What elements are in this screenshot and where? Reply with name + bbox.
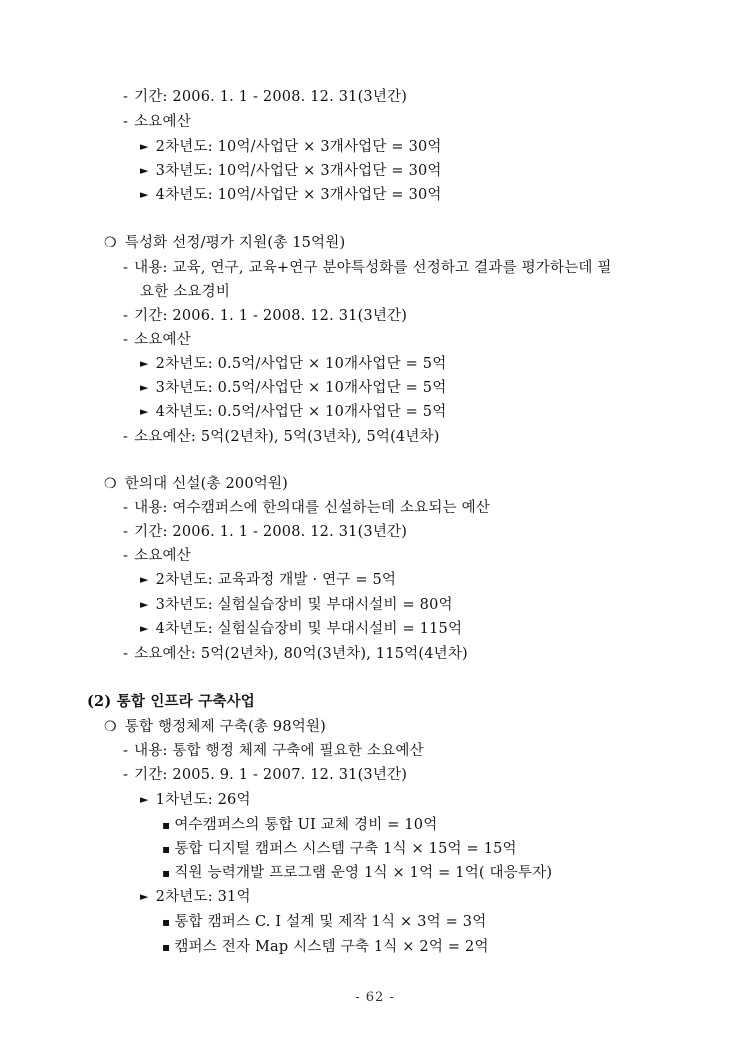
arrow-item [140,570,396,591]
square-bullet-icon: ▪ [162,866,171,880]
line-text: 기간: 2006. 1. 1 - 2008. 12. 31(3년간) [134,89,408,105]
arrow-item [140,185,442,206]
dash-marker: - [123,114,129,130]
section-item [104,717,326,737]
dash-item [123,741,424,761]
line-text: 내용: 여수캠퍼스에 한의대를 신설하는데 소요되는 예산 [134,500,490,516]
square-bullet-icon: ▪ [162,915,171,929]
section-title: 한의대 신설(총 200억원) [124,476,289,492]
dash-item [123,644,468,664]
circle-bullet-icon: ❍ [104,476,117,492]
line-text: 2차년도: 31억 [155,889,251,905]
line-text: 4차년도: 실험실습장비 및 부대시설비 = 115억 [155,621,463,637]
arrow-icon: ► [140,164,149,177]
arrow-item [140,354,446,375]
dash-item [123,330,191,350]
dash-marker: - [123,500,129,516]
section-item [104,233,345,253]
arrow-icon: ► [140,598,149,611]
line-text: 통합 디지털 캠퍼스 시스템 구축 1식 × 15억 = 15억 [174,841,517,857]
square-bullet-icon: ▪ [162,842,171,856]
line-text: 3차년도: 0.5억/사업단 × 10개사업단 = 5억 [155,380,447,396]
dash-item [123,258,612,278]
page-number: - 62 - [355,990,395,1005]
line-text: 캠퍼스 전자 Map 시스템 구축 1식 × 2억 = 2억 [174,939,489,955]
dash-marker: - [123,524,129,540]
section-item [104,474,288,494]
dash-marker: - [123,308,129,324]
dash-marker: - [123,260,129,276]
line-text: 소요예산: 5억(2년차), 80억(3년차), 115억(4년차) [134,646,468,662]
arrow-icon: ► [140,140,149,153]
line-text: 2차년도: 0.5억/사업단 × 10개사업단 = 5억 [155,356,447,372]
line-text: 통합 캠퍼스 C. I 설계 및 제작 1식 × 3억 = 3억 [174,914,487,930]
square-bullet-icon: ▪ [162,940,171,954]
sub-bullet-item [162,937,489,957]
line-text: 2차년도: 10억/사업단 × 3개사업단 = 30억 [155,139,442,155]
sub-bullet-item [162,863,552,883]
line-text: 3차년도: 10억/사업단 × 3개사업단 = 30억 [155,163,442,179]
continuation-line [140,282,230,302]
line-text: 내용: 교육, 연구, 교육+연구 분야특성화를 선정하고 결과를 평가하는데 필 [134,260,612,276]
arrow-icon: ► [140,357,149,370]
line-text: 기간: 2005. 9. 1 - 2007. 12. 31(3년간) [134,767,408,783]
line-text: 소요예산 [134,114,191,130]
arrow-item [140,161,442,182]
line-text: 소요예산: 5억(2년차), 5억(3년차), 5억(4년차) [134,429,440,445]
line-text: 요한 소요경비 [140,284,231,300]
arrow-item [140,378,446,399]
line-text: 3차년도: 실험실습장비 및 부대시설비 = 80억 [155,597,453,613]
arrow-item [140,619,462,640]
arrow-item [140,595,453,616]
dash-item [123,306,407,326]
line-text: 기간: 2006. 1. 1 - 2008. 12. 31(3년간) [134,524,408,540]
line-text: 4차년도: 0.5억/사업단 × 10개사업단 = 5억 [155,404,447,420]
line-text: 내용: 통합 행정 체제 구축에 필요한 소요예산 [134,743,424,759]
line-text: 4차년도: 10억/사업단 × 3개사업단 = 30억 [155,187,442,203]
circle-bullet-icon: ❍ [104,719,117,735]
line-text: 2차년도: 교육과정 개발 · 연구 = 5억 [155,572,397,588]
section-title: 통합 행정체제 구축(총 98억원) [124,719,327,735]
line-text: 여수캠퍼스의 통합 UI 교체 경비 = 10억 [174,817,438,833]
arrow-item [140,402,446,423]
dash-marker: - [123,429,129,445]
dash-marker: - [123,646,129,662]
circle-bullet-icon: ❍ [104,235,117,251]
arrow-icon: ► [140,793,149,806]
line-text: 소요예산 [134,332,191,348]
section-title: 특성화 선정/평가 지원(총 15억원) [124,235,346,251]
dash-marker: - [123,767,129,783]
arrow-item [140,887,251,908]
arrow-icon: ► [140,622,149,635]
dash-marker: - [123,548,129,564]
arrow-icon: ► [140,188,149,201]
dash-item [123,427,440,447]
dash-item [123,546,191,566]
dash-item [123,522,407,542]
arrow-item [140,137,442,158]
line-text: 기간: 2006. 1. 1 - 2008. 12. 31(3년간) [134,308,408,324]
dash-item [123,112,191,132]
line-text: 소요예산 [134,548,191,564]
dash-marker: - [123,332,129,348]
dash-item [123,87,407,107]
sub-bullet-item [162,839,517,859]
arrow-item [140,790,251,811]
line-text: 1차년도: 26억 [155,792,251,808]
arrow-icon: ► [140,573,149,586]
dash-marker: - [123,89,129,105]
square-bullet-icon: ▪ [162,818,171,832]
arrow-icon: ► [140,890,149,903]
dash-marker: - [123,743,129,759]
arrow-icon: ► [140,405,149,418]
sub-bullet-item [162,912,486,932]
sub-bullet-item [162,815,437,835]
arrow-icon: ► [140,381,149,394]
dash-item [123,765,407,785]
line-text: 직원 능력개발 프로그램 운영 1식 × 1억 = 1억( 대응투자) [174,865,553,881]
dash-item [123,498,490,518]
section-heading: (2) 통합 인프라 구축사업 [87,693,256,710]
